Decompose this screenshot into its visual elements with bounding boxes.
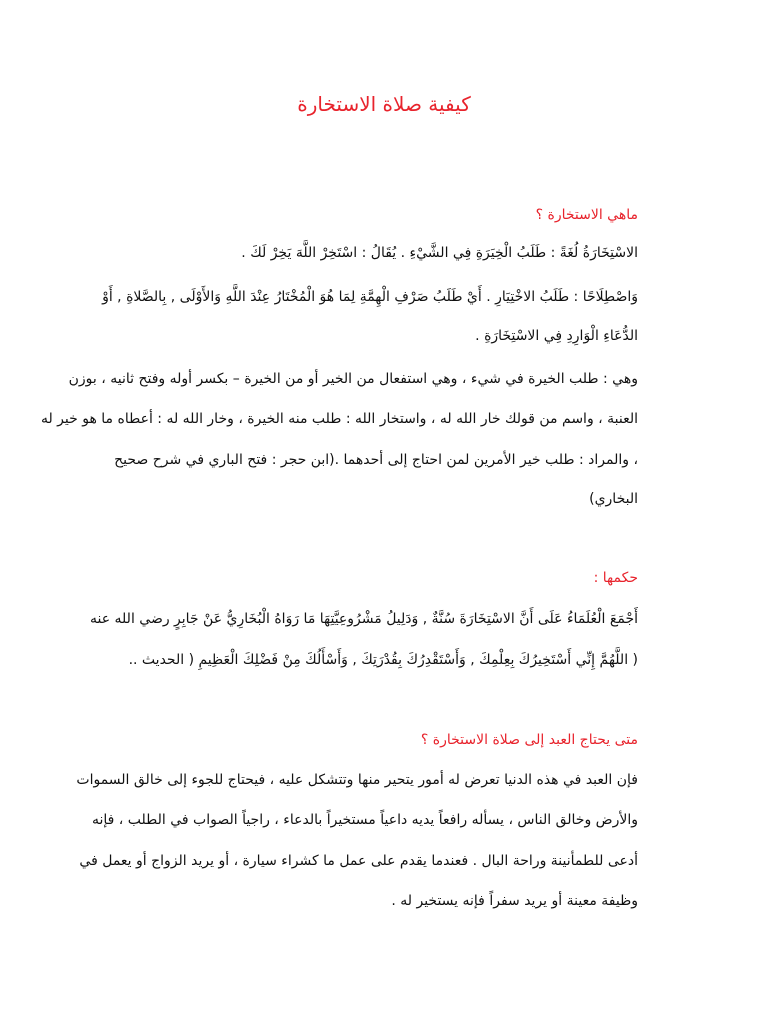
section-heading-definition: ماهي الاستخارة ؟ xyxy=(535,207,638,223)
section-heading-when: متى يحتاج العبد إلى صلاة الاستخارة ؟ xyxy=(420,732,638,748)
paragraph-line: ، والمراد : طلب خير الأمرين لمن احتاج إلى أحدهما .(ابن حجر : فتح الباري في شرح صحيح xyxy=(114,452,638,468)
paragraph-line: وَاصْطِلَاحًا : طَلَبُ الاخْتِيَارِ . أَيْ طَلَبُ صَرْفِ الْهِمَّةِ لِمَا هُوَ الْمُخْتَارُ عِنْدَ اللَّهِ وَالأَوْلَى , بِالصَّلاةِ , أَوْ xyxy=(102,289,638,305)
paragraph-line: الاسْتِخَارَةُ لُغَةً : طَلَبُ الْخِيَرَةِ فِي الشَّيْءِ . يُقَالُ : اسْتَخِرْ اللَّهَ يَخِرْ لَكَ . xyxy=(241,245,638,261)
paragraph-line: أدعى للطمأنينة وراحة البال . فعندما يقدم على عمل ما كشراء سيارة ، أو يريد الزواج أو يعمل في xyxy=(79,853,638,869)
paragraph-line: ( اللَّهُمَّ إِنِّي أَسْتَخِيرُكَ بِعِلْمِكَ , وَأَسْتَقْدِرُكَ بِقُدْرَتِكَ , وَأَسْأَلُكَ مِنْ فَضْلِكَ الْعَظِيمِ ( الحديث .. xyxy=(128,652,638,668)
paragraph-line: الدُّعَاءِ الْوَارِدِ فِي الاسْتِخَارَةِ . xyxy=(475,328,638,344)
paragraph-line: أَجْمَعَ الْعُلَمَاءُ عَلَى أَنَّ الاسْتِخَارَةَ سُنَّةٌ , وَدَلِيلُ مَشْرُوعِيَّتِهَا مَا رَوَاهُ الْبُخَارِيُّ عَنْ جَابِرٍ رضي الله عنه xyxy=(90,611,638,627)
paragraph-line: وهي : طلب الخيرة في شيء ، وهي استفعال من الخير أو من الخيرة – بكسر أوله وفتح ثانيه ، بوزن xyxy=(68,371,638,387)
paragraph-line: فإن العبد في هذه الدنيا تعرض له أمور يتحير منها وتتشكل عليه ، فيحتاج للجوء إلى خالق السموات xyxy=(76,772,638,788)
paragraph-line: وظيفة معينة أو يريد سفراً فإنه يستخير له . xyxy=(391,893,638,909)
paragraph-line: البخاري) xyxy=(589,491,638,507)
document-title: كيفية صلاة الاستخارة xyxy=(297,92,471,116)
paragraph-line: والأرض وخالق الناس ، يسأله رافعاً يديه داعياً مستخيراً بالدعاء ، راجياً الصواب في الطلب ، فإنه xyxy=(91,812,638,828)
paragraph-line: العنبة ، واسم من قولك خار الله له ، واستخار الله : طلب منه الخيرة ، وخار الله له : أعطاه ما هو خير له xyxy=(40,411,638,427)
section-heading-ruling: حكمها : xyxy=(593,570,638,586)
